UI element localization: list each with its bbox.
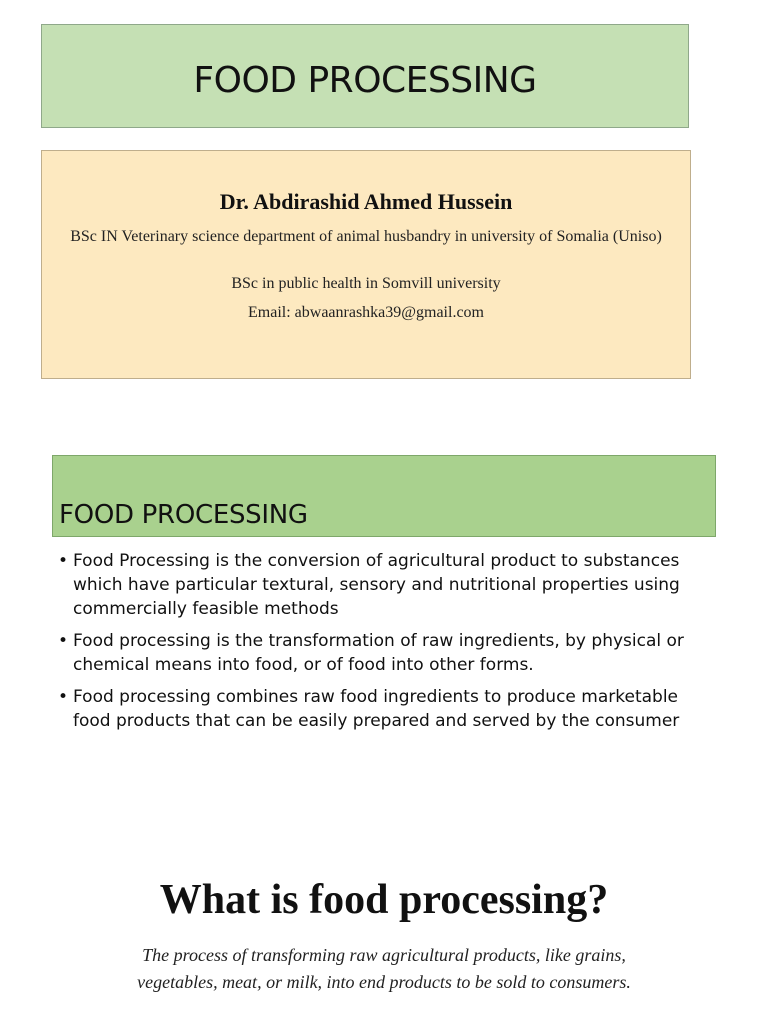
- question-description: The process of transforming raw agricultural products, like grains, vegetables, meat, or milk, into end products to be sold to consumers.: [137, 945, 631, 992]
- section-header: [52, 455, 716, 537]
- definition-bullet-list: [56, 549, 716, 741]
- author-info-box: [41, 150, 691, 379]
- page-title: FOOD PROCESSING: [193, 59, 537, 101]
- author-degree-2: BSc in public health in Somvill university: [231, 275, 501, 292]
- bullet-item: • Food processing combines raw food ingredients to produce marketable food products that can be easily prepared and served by the consumer: [56, 685, 716, 733]
- author-email: Email: abwaanrashka39@gmail.com: [248, 304, 484, 321]
- author-degree-1: BSc IN Veterinary science department of animal husbandry in university of Somalia (Uniso): [70, 228, 662, 245]
- bullet-item: • Food processing is the transformation of raw ingredients, by physical or chemical means into food, or of food into other forms.: [56, 629, 716, 677]
- bullet-item: • Food Processing is the conversion of agricultural product to substances which have particular textural, sensory and nutritional properties using commercially feasible methods: [56, 549, 716, 621]
- section-title: FOOD PROCESSING: [59, 500, 308, 530]
- title-slide-header: [41, 24, 689, 128]
- question-heading: What is food processing?: [159, 877, 609, 923]
- author-name: Dr. Abdirashid Ahmed Hussein: [219, 189, 513, 214]
